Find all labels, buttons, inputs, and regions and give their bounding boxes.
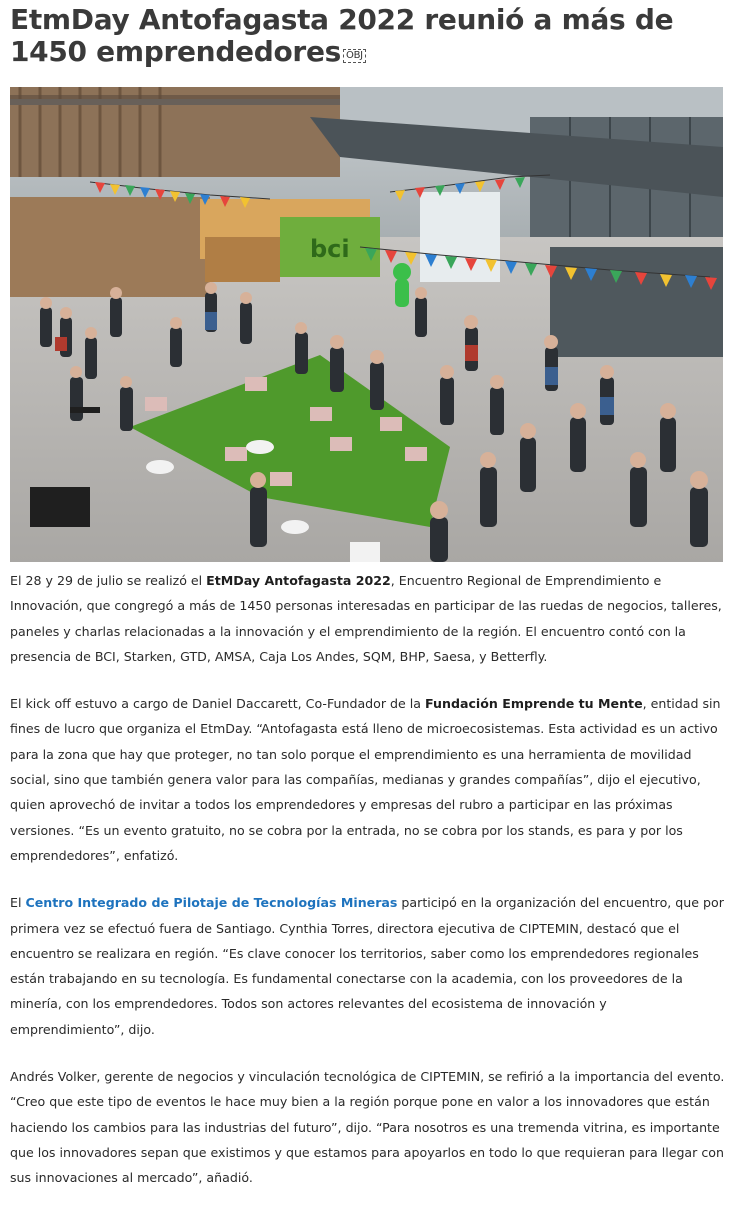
mascot <box>393 263 411 307</box>
balcony-crowd <box>10 95 340 105</box>
paragraph-3-text-b: participó en la organización del encuentro, que por primera vez se efectuó fuera de Santiago. Cynthia Torres, directora ejecutiva de CIPTEMIN, destacó que el encuentro se realizara en región. “Es clave conocer los territorios, saber como los emprendedores regionales están trabajando en su tecnología. Es fundamental conectarse con la academia, con los proveedores de la minería, con los emprendedores. Todos son actores relevantes del ecosistema de innovación y emprendimiento”, dijo. <box>10 895 724 1037</box>
article-title <box>10 4 725 68</box>
object-replacement-glyph: OBJ <box>343 49 366 63</box>
foundation-name-bold: Fundación Emprende tu Mente <box>425 696 643 712</box>
paragraph-1-text-a: El 28 y 29 de julio se realizó el <box>10 573 207 588</box>
shop-windows-right <box>550 247 723 357</box>
paragraph-2-text-a: El kick off estuvo a cargo de Daniel Daccarett, Co-Fundador de la <box>10 696 426 712</box>
article-body <box>10 568 725 1213</box>
ciptemin-link[interactable]: Centro Integrado de Pilotaje de Tecnologías Mineras <box>25 895 398 911</box>
paragraph-4-text: Andrés Volker, gerente de negocios y vinculación tecnológica de CIPTEMIN, se refirió a la importancia del evento. “Creo que este tipo de eventos le hace muy bien a la región porque pone en valor a los innovadores que están haciendo los cambios para las industrias del futuro”, dijo. “Para nosotros es una tremenda vitrina, es importante que los innovadores sepan que existimos y que estamos para apoyarlos en todo lo que requieran para llegar con sus innovaciones al mercado”, añadió. <box>10 1069 725 1186</box>
paragraph-1-text-b: , Encuentro Regional de Emprendimiento e Innovación, que congregó a más de 1450 personas interesadas en participar de las ruedas de negocios, talleres, paneles y charlas relacionadas a la innovación y el emprendimiento de la región. El encuentro contó con la presencia de BCI, Starken, GTD, AMSA, Caja Los Andes, SQM, BHP, Saesa, y Betterfly. <box>10 573 722 664</box>
paragraph-4 <box>10 1064 725 1190</box>
paragraph-3 <box>10 890 725 1042</box>
paragraph-3-text-a: El <box>10 895 26 911</box>
booth-logo: bci <box>310 235 350 263</box>
event-name-bold: EtMDay Antofagasta 2022 <box>206 573 391 588</box>
wood-wall-lower-left <box>10 197 210 297</box>
booth-front <box>205 237 280 282</box>
paragraph-2 <box>10 691 725 868</box>
display-screen <box>420 192 500 282</box>
article-title-text: EtmDay Antofagasta 2022 reunió a más de 1450 emprendedores <box>10 3 674 68</box>
event-photo-illustration <box>10 87 723 562</box>
paragraph-1 <box>10 568 725 669</box>
paragraph-2-text-b: , entidad sin fines de lucro que organiza el EtmDay. “Antofagasta está lleno de microecosistemas. Esta actividad es un activo para la zona que hay que proteger, no tan solo porque el emprendimiento es una herramienta de movilidad social, sino que también genera valor para las compañías, medianas y grandes compañías”, dijo el ejecutivo, quien aprovechó de invitar a todos los emprendedores y empresas del rubro a participar en las próximas versiones. “Es un evento gratuito, no se cobra por la entrada, no se cobra por los stands, es para y por los emprendedores”, enfatizó. <box>10 696 721 863</box>
event-photo <box>10 87 723 562</box>
